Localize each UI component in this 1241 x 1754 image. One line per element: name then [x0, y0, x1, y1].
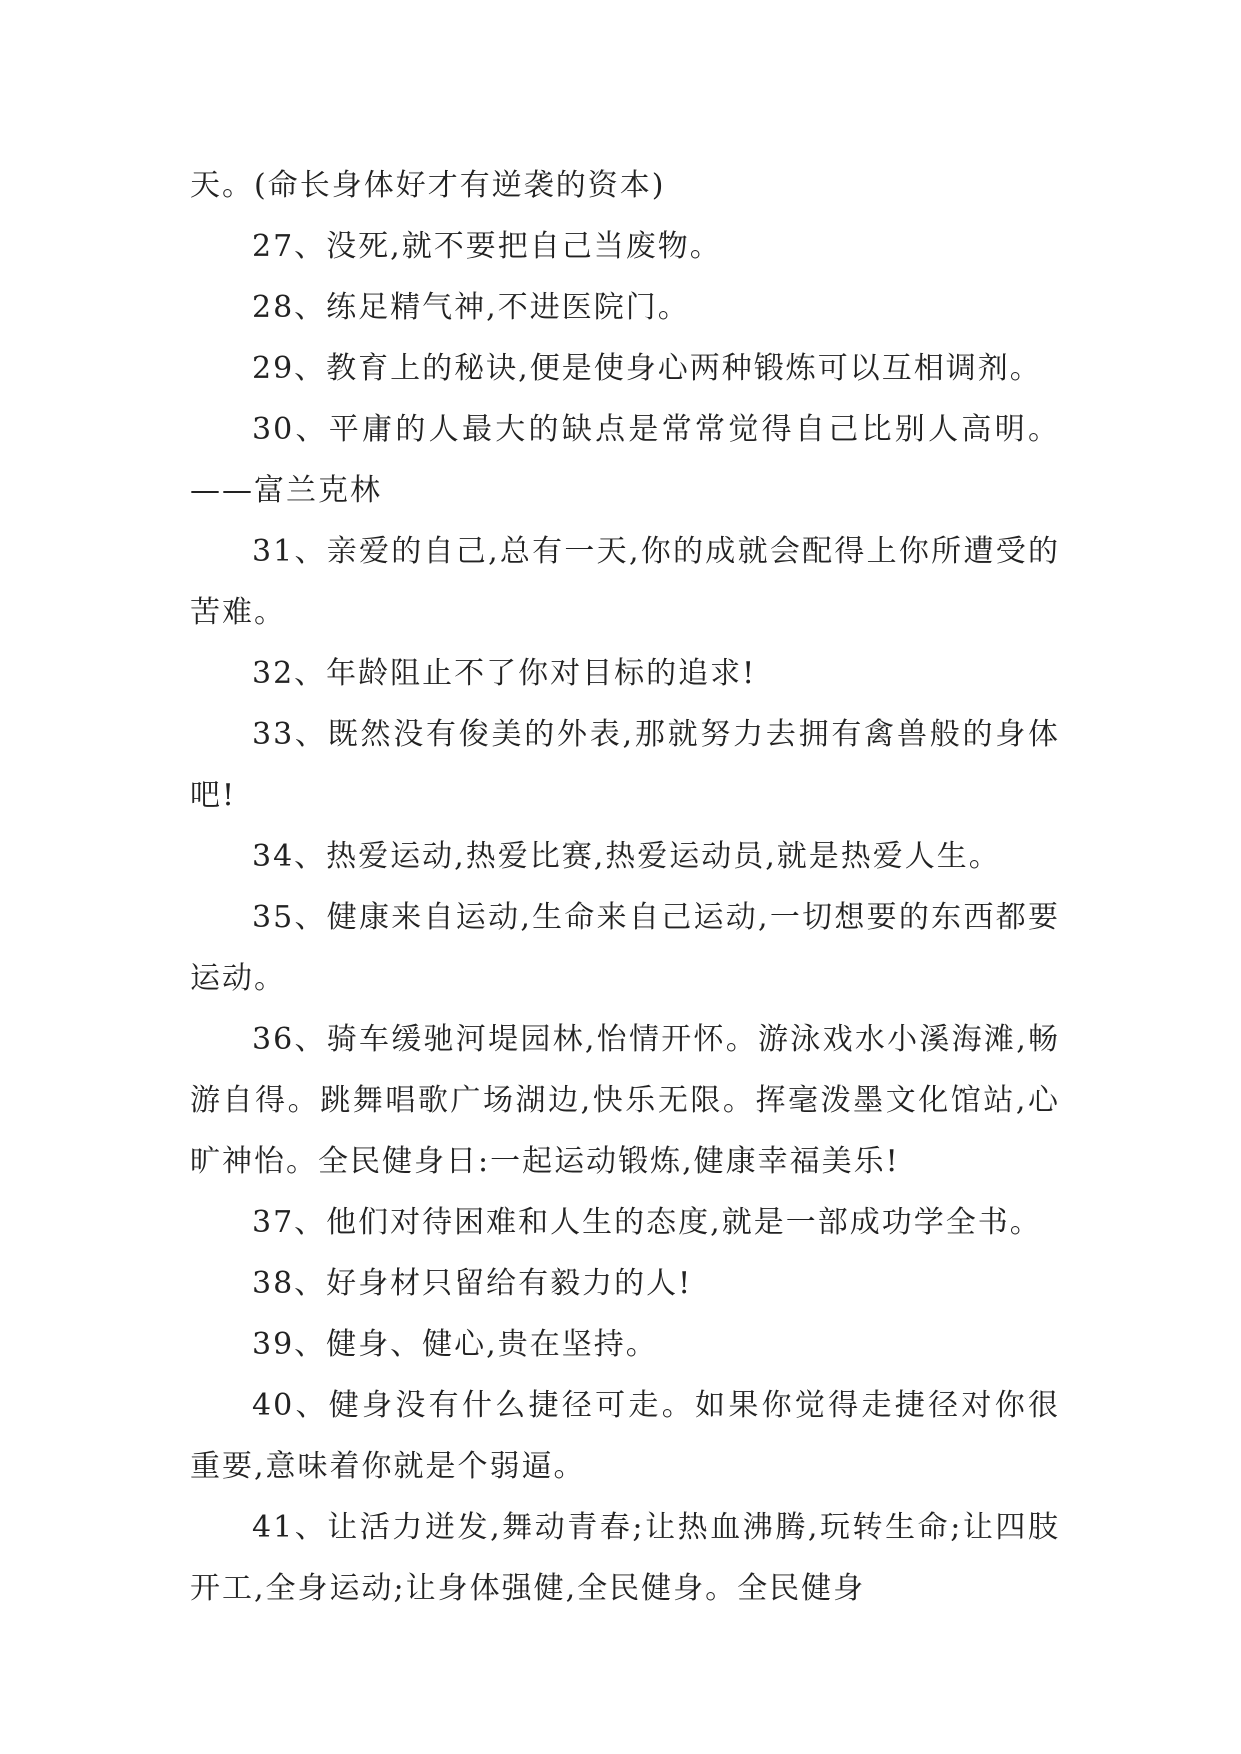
paragraph-33: 33、既然没有俊美的外表,那就努力去拥有禽兽般的身体吧! — [190, 717, 1060, 813]
paragraph-29: 29、教育上的秘诀,便是使身心两种锻炼可以互相调剂。 — [252, 351, 1042, 386]
paragraph-36: 36、骑车缓驰河堤园林,怡情开怀。游泳戏水小溪海滩,畅游自得。跳舞唱歌广场湖边,快乐无限。挥毫泼墨文化馆站,心旷神怡。全民健身日:一起运动锻炼,健康幸福美乐! — [190, 1022, 1060, 1179]
paragraph-28: 28、练足精气神,不进医院门。 — [252, 290, 690, 325]
paragraph-34: 34、热爱运动,热爱比赛,热爱运动员,就是热爱人生。 — [252, 839, 1001, 874]
paragraph-32: 32、年龄阻止不了你对目标的追求! — [252, 656, 757, 691]
paragraph-31: 31、亲爱的自己,总有一天,你的成就会配得上你所遭受的苦难。 — [190, 534, 1060, 630]
paragraph-continuation: 天。(命长身体好才有逆袭的资本) — [190, 168, 666, 203]
paragraph-41: 41、让活力迸发,舞动青春;让热血沸腾,玩转生命;让四肢开工,全身运动;让身体强健,全民健身。全民健身 — [190, 1510, 1060, 1606]
paragraph-39: 39、健身、健心,贵在坚持。 — [252, 1327, 658, 1362]
paragraph-35: 35、健康来自运动,生命来自己运动,一切想要的东西都要运动。 — [190, 900, 1060, 996]
paragraph-37: 37、他们对待困难和人生的态度,就是一部成功学全书。 — [252, 1205, 1042, 1240]
paragraph-27: 27、没死,就不要把自己当废物。 — [252, 229, 722, 264]
paragraph-30: 30、平庸的人最大的缺点是常常觉得自己比别人高明。——富兰克林 — [190, 412, 1060, 508]
paragraph-40: 40、健身没有什么捷径可走。如果你觉得走捷径对你很重要,意味着你就是个弱逼。 — [190, 1388, 1060, 1484]
document-body — [190, 155, 1060, 1619]
paragraph-38: 38、好身材只留给有毅力的人! — [252, 1266, 693, 1301]
